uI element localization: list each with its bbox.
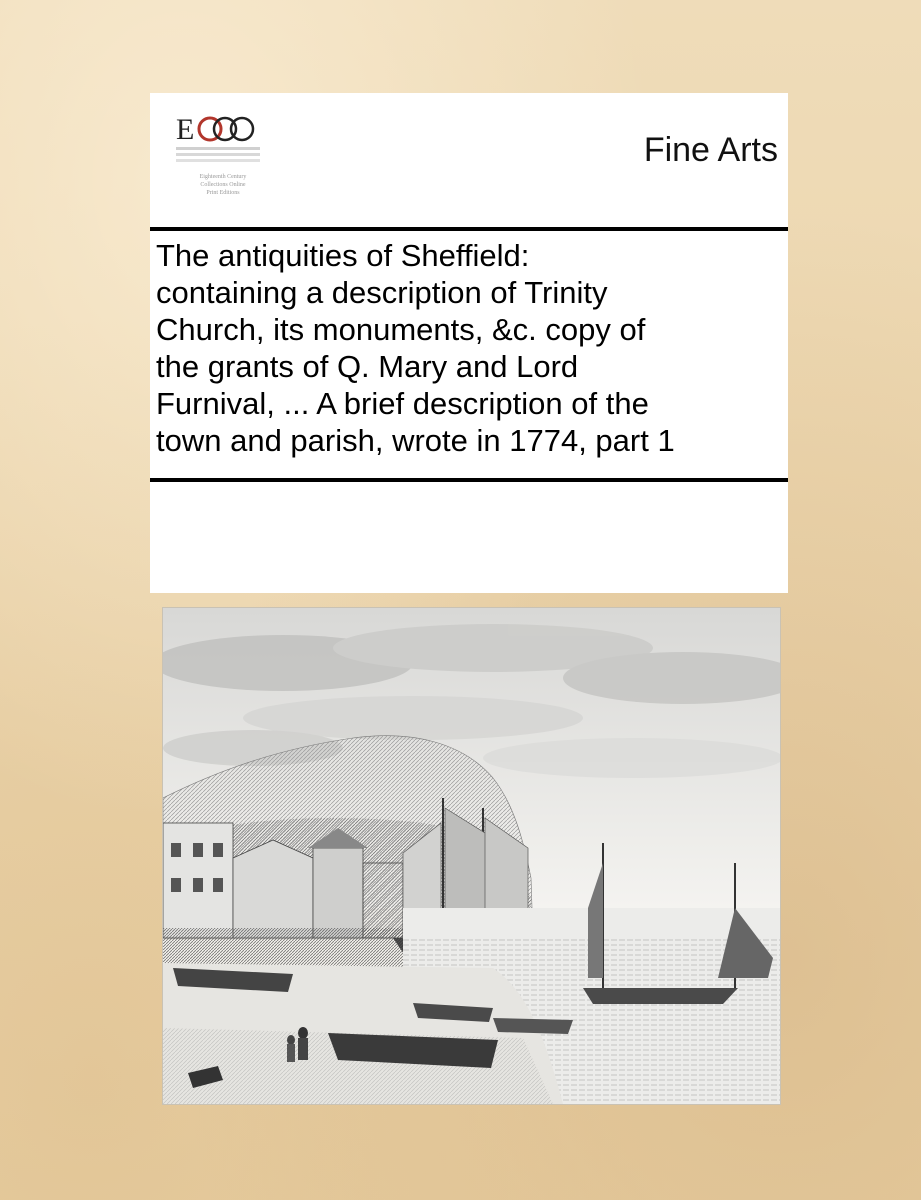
title-rule-top: [150, 227, 788, 231]
title-rule-bottom: [150, 478, 788, 482]
logo-line: Print Editions: [206, 190, 240, 196]
title-line: town and parish, wrote in 1774, part 1: [156, 423, 675, 458]
series-name: Fine Arts: [643, 131, 778, 169]
cover-label: [150, 93, 788, 593]
harbour-engraving: [163, 608, 780, 1104]
title-line: The antiquities of Sheffield:: [156, 238, 530, 273]
ecco-logo: [170, 107, 266, 219]
logo-line: Collections Online: [200, 182, 246, 188]
cover-illustration: [162, 607, 781, 1105]
title-line: Church, its monuments, &c. copy of: [156, 312, 646, 347]
title-line: the grants of Q. Mary and Lord: [156, 349, 579, 384]
book-title: [156, 237, 786, 459]
title-line: Furnival, ... A brief description of the: [156, 386, 649, 421]
crowd: [163, 928, 413, 968]
logo-line: Eighteenth Century: [199, 174, 247, 180]
title-line: containing a description of Trinity: [156, 275, 608, 310]
ecco-logo-mark: [170, 109, 266, 169]
svg-text:E: E: [176, 113, 195, 146]
ecco-logo-text: [180, 173, 266, 197]
